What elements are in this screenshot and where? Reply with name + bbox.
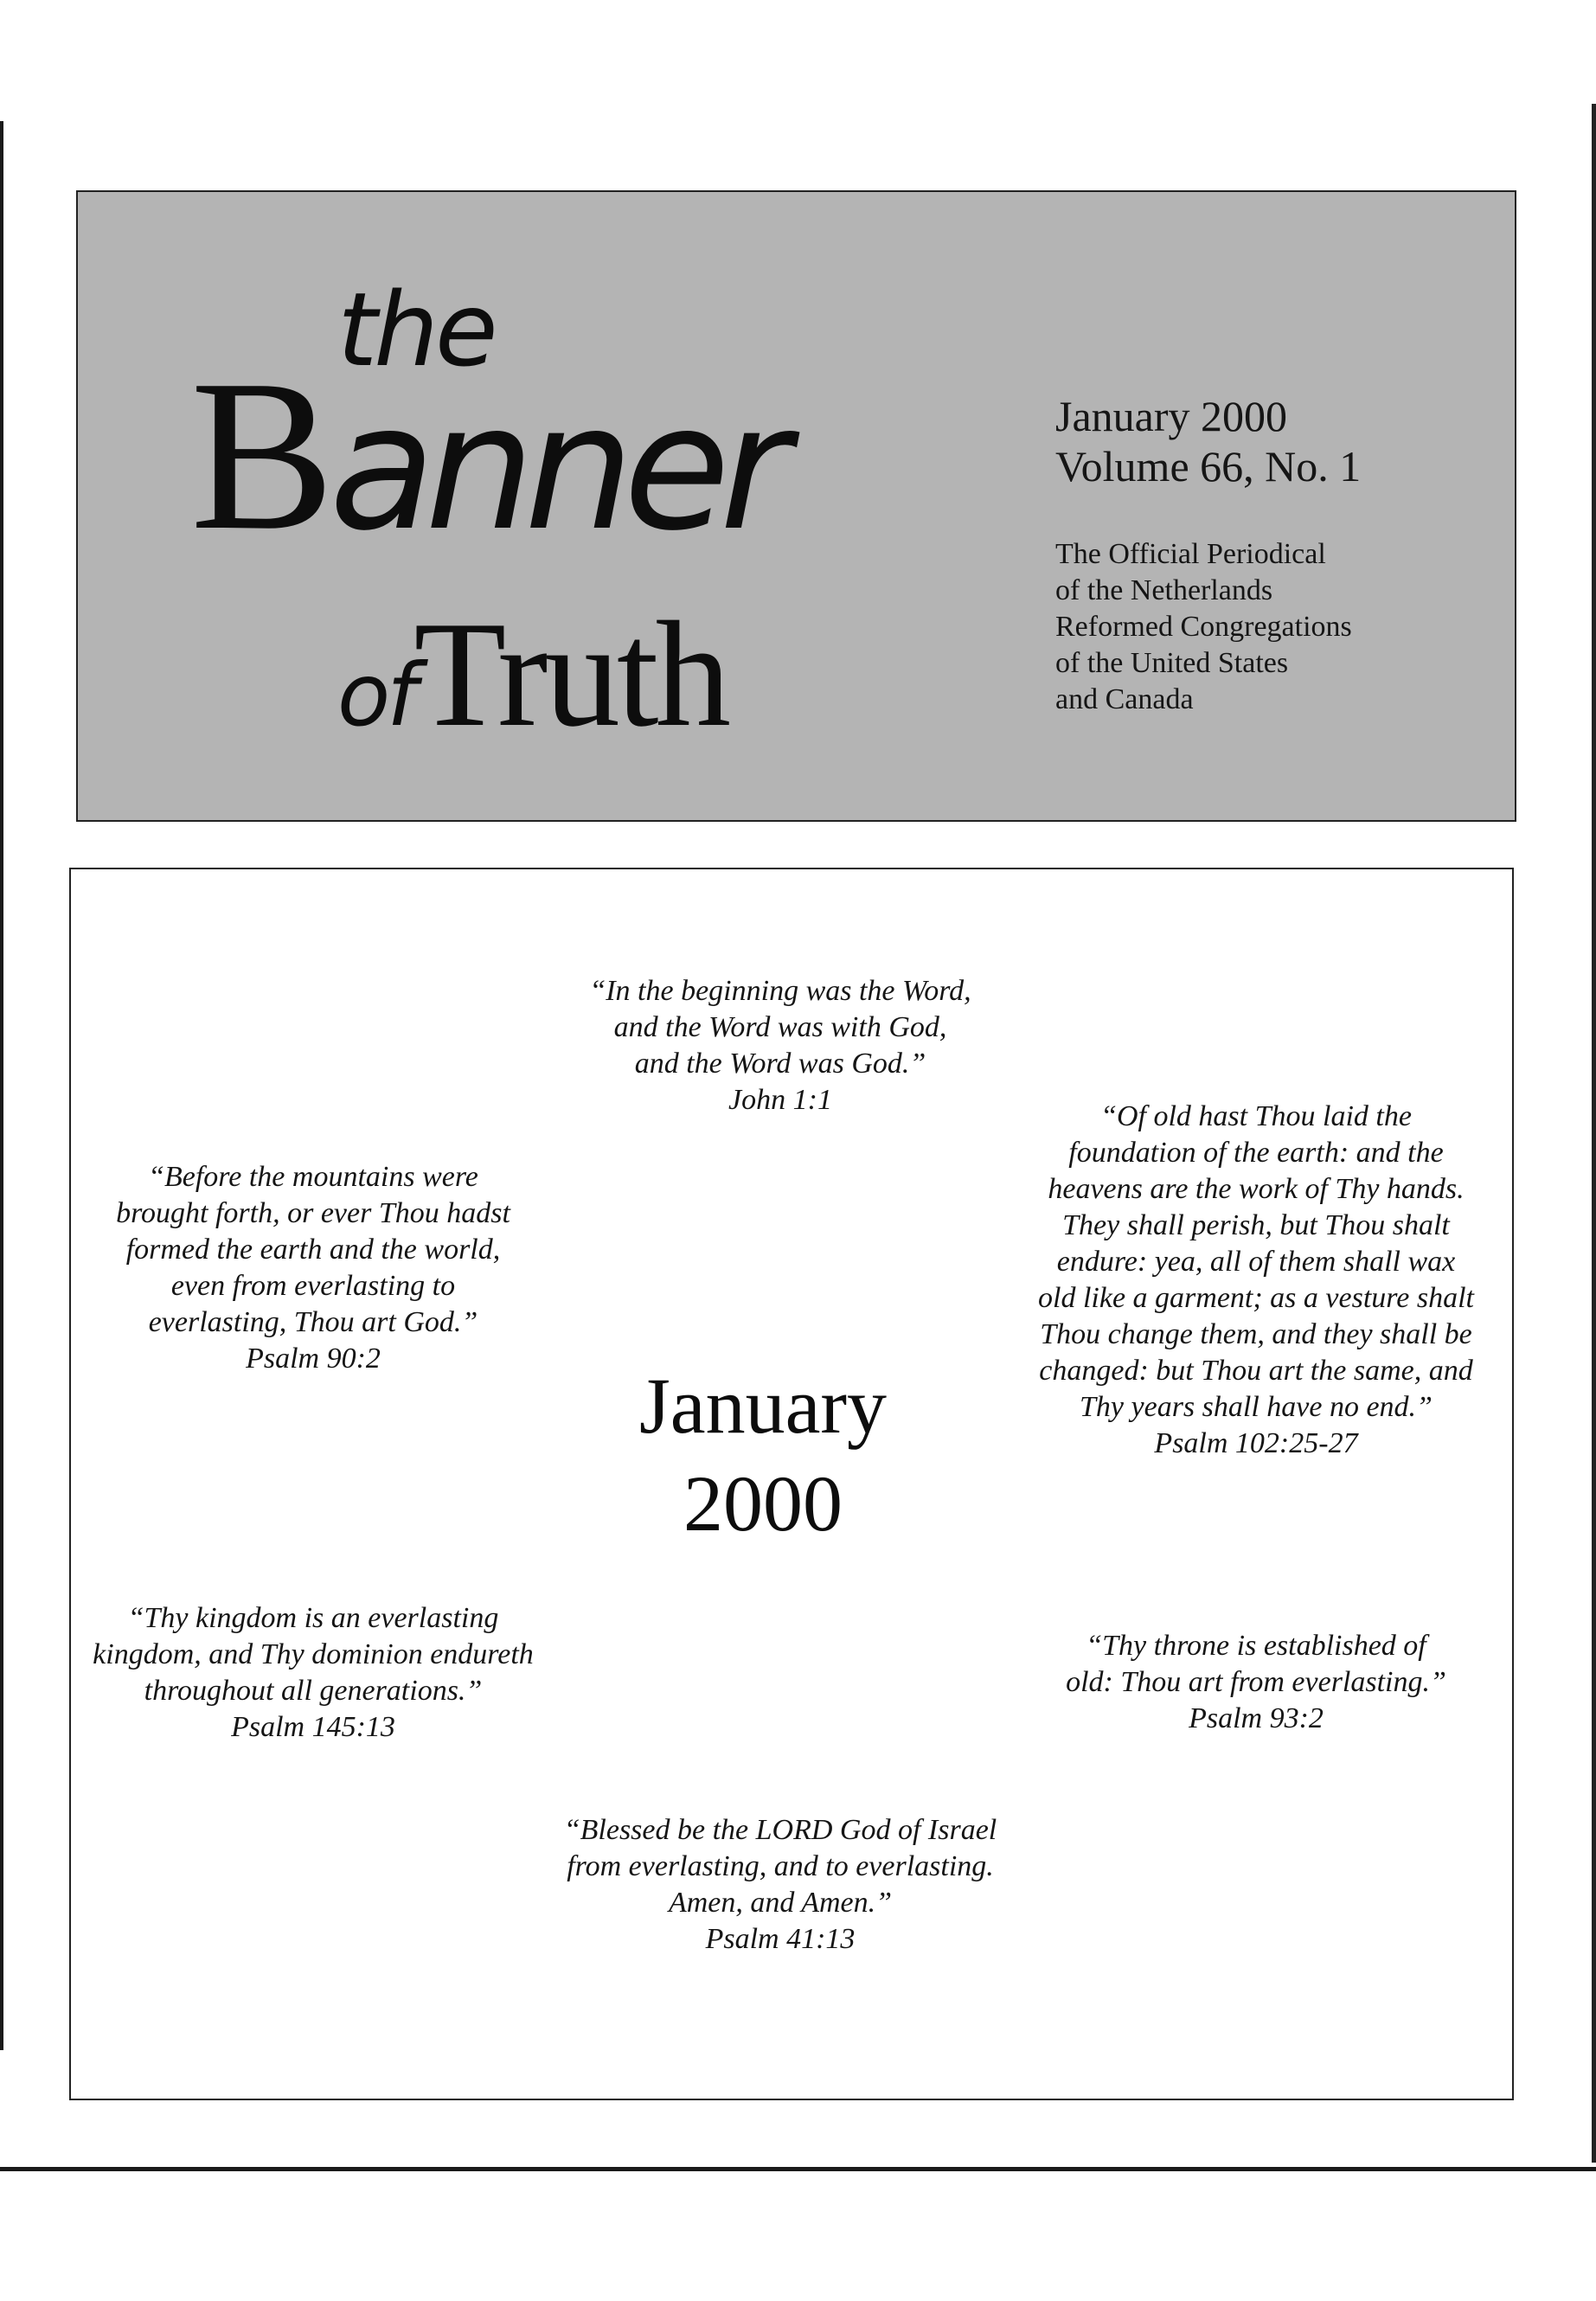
verse-line: “In the beginning was the Word, <box>589 975 971 1007</box>
issue-date: January 2000 <box>1055 392 1287 440</box>
verse-line: “Thy throne is established of <box>1086 1630 1426 1662</box>
verse-line: heavens are the work of Thy hands. <box>1048 1173 1465 1205</box>
masthead <box>76 190 1516 822</box>
logo-banner-rest: anner <box>329 368 781 569</box>
verse-reference: Psalm 93:2 <box>1189 1702 1324 1734</box>
verse-line: kingdom, and Thy dominion endureth <box>93 1638 534 1670</box>
verse-line: old: Thou art from everlasting.” <box>1066 1666 1446 1698</box>
verse-line: Thy years shall have no end.” <box>1080 1391 1433 1423</box>
logo-word-banner <box>190 336 781 575</box>
verse-line: and the Word was God.” <box>634 1048 926 1080</box>
verse-reference: Psalm 90:2 <box>246 1343 381 1375</box>
verse-line: from everlasting, and to everlasting. <box>567 1850 994 1882</box>
tagline-line: and Canada <box>1055 683 1194 715</box>
verse-line: changed: but Thou art the same, and <box>1039 1355 1473 1387</box>
verse-line: brought forth, or ever Thou hadst <box>116 1197 510 1229</box>
verse-line: Amen, and Amen.” <box>668 1887 893 1919</box>
verse-john-1-1 <box>555 973 1005 1118</box>
logo-word-truth: Truth <box>413 590 728 758</box>
logo-word-of-truth <box>337 590 728 758</box>
issue-volume: Volume 66, No. 1 <box>1055 442 1362 490</box>
scan-edge-right <box>1592 104 1596 2163</box>
center-year: 2000 <box>683 1459 843 1548</box>
scan-edge-left <box>0 121 3 2050</box>
verse-reference: John 1:1 <box>728 1084 832 1116</box>
verse-line: and the Word was with God, <box>613 1011 947 1043</box>
verse-line: everlasting, Thou art God.” <box>148 1306 478 1338</box>
verse-line: “Blessed be the LORD God of Israel <box>563 1814 997 1846</box>
verse-line: “Thy kingdom is an everlasting <box>127 1602 499 1634</box>
verse-psalm-41-13 <box>555 1812 1005 1958</box>
verse-line: foundation of the earth: and the <box>1068 1137 1444 1169</box>
tagline <box>1055 536 1471 718</box>
verse-line: endure: yea, all of them shall wax <box>1056 1246 1456 1278</box>
verse-psalm-93-2 <box>1031 1628 1481 1737</box>
scan-edge-bottom <box>0 2167 1596 2171</box>
tagline-line: of the Netherlands <box>1055 574 1273 606</box>
verse-line: “Of old hast Thou laid the <box>1100 1100 1412 1132</box>
verse-psalm-145-13 <box>71 1600 555 1746</box>
verse-psalm-90-2 <box>80 1159 547 1377</box>
verse-line: formed the earth and the world, <box>125 1234 501 1266</box>
center-month: January <box>638 1362 888 1450</box>
verse-line: throughout all generations.” <box>144 1675 483 1707</box>
verse-reference: Psalm 145:13 <box>231 1711 395 1743</box>
logo-word-the: the <box>337 270 495 389</box>
verse-reference: Psalm 102:25-27 <box>1154 1427 1358 1459</box>
verse-reference: Psalm 41:13 <box>705 1923 856 1955</box>
verse-line: even from everlasting to <box>170 1270 456 1302</box>
verse-line: “Before the mountains were <box>148 1161 478 1193</box>
verse-line: Thou change them, and they shall be <box>1040 1318 1472 1350</box>
logo-word-of: of <box>337 644 414 746</box>
scripture-panel <box>69 868 1514 2100</box>
verse-line: They shall perish, but Thou shalt <box>1062 1209 1450 1241</box>
verse-line: old like a garment; as a vesture shalt <box>1038 1282 1474 1314</box>
tagline-line: of the United States <box>1055 647 1289 679</box>
logo-banner-initial: B <box>190 336 330 575</box>
tagline-line: The Official Periodical <box>1055 538 1326 570</box>
tagline-line: Reformed Congregations <box>1055 611 1352 643</box>
verse-psalm-102-25-27 <box>1014 1099 1498 1462</box>
